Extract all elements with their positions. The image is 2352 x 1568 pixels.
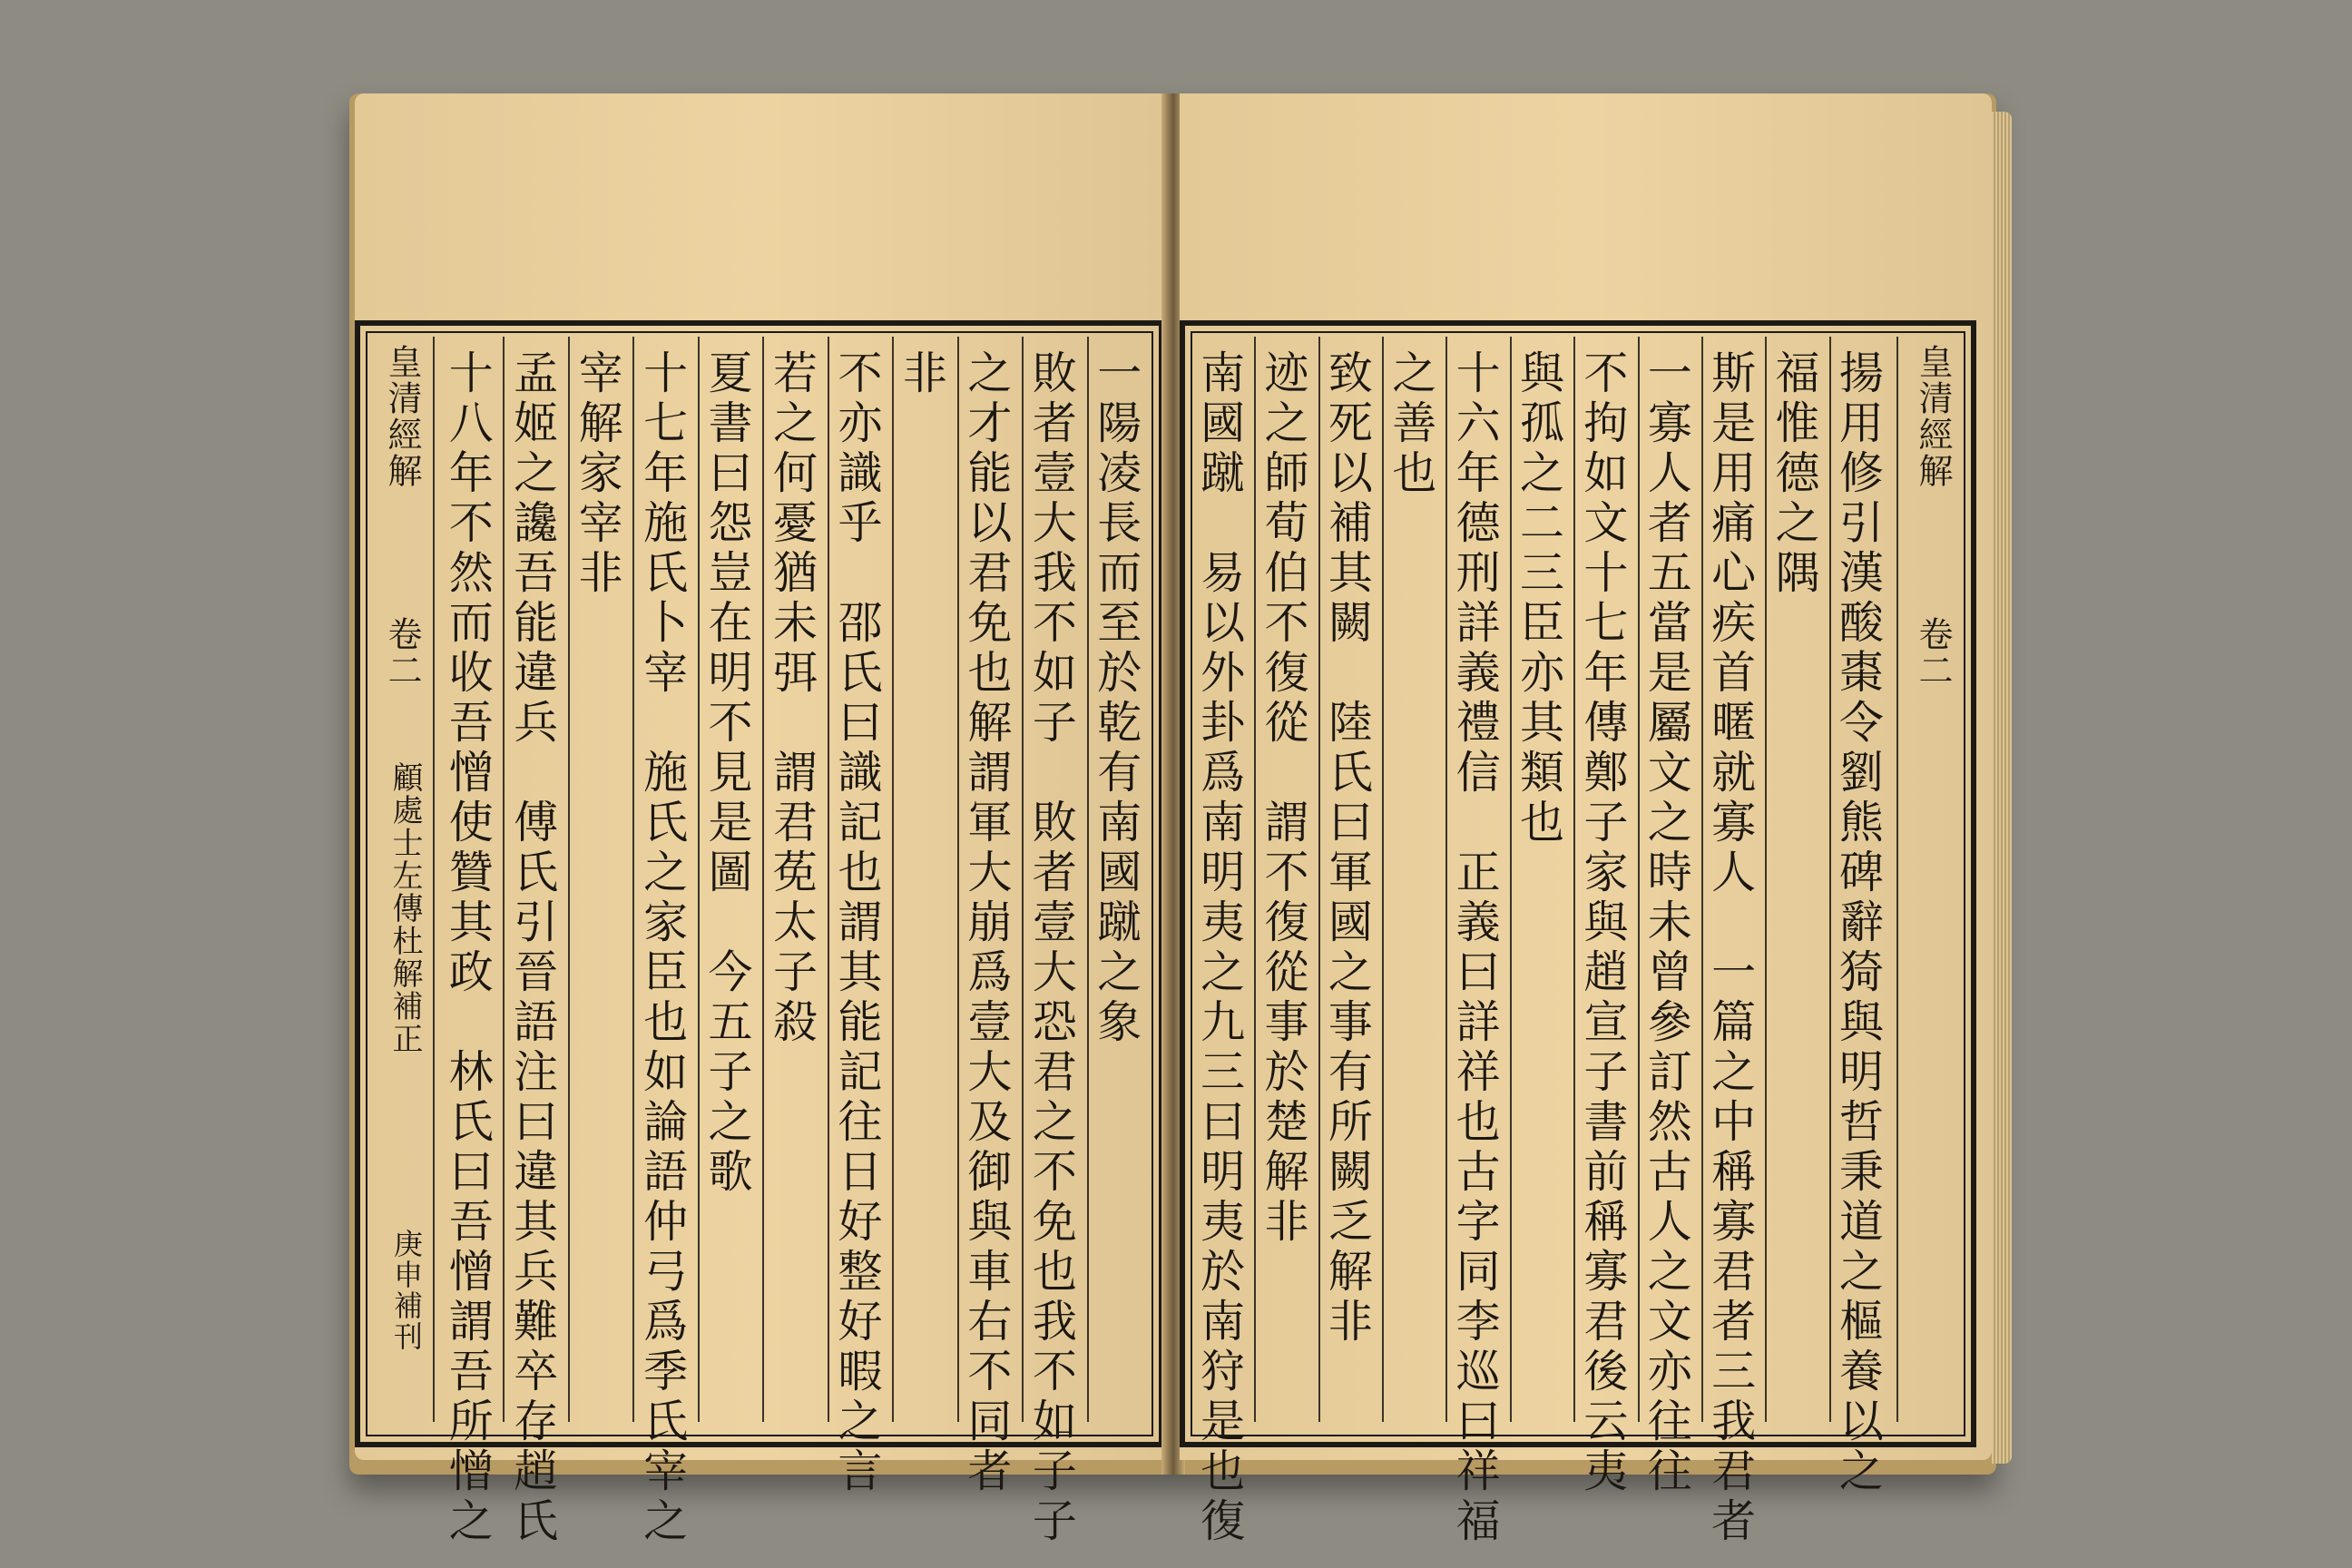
right-page [1180,93,1992,1547]
text-column: 一陽凌長而至於乾有南國蹴之象 [1090,349,1142,1048]
column-rule [1022,337,1024,1422]
text-column: 之才能以君免也解謂軍大崩爲壹大及御與車右不同者 [960,349,1013,1497]
left-margin-title: 皇清經解 [382,344,422,489]
column-rule [632,337,634,1422]
column-rule [1573,337,1575,1422]
column-rule [828,337,829,1422]
left-page [355,93,1167,1547]
column-rule [892,337,894,1422]
text-column: 宰解家宰非 [572,349,624,599]
column-rule [1318,337,1320,1422]
column-rule [1701,337,1703,1422]
column-rule [433,337,435,1422]
text-column: 孟姬之讒吾能違兵 傅氏引晉語注曰違其兵難卒存趙氏 [506,349,559,1547]
text-column: 揚用修引漢酸棗令劉熊碑辭猗與明哲秉道之樞養以之 [1832,349,1885,1497]
left-text-frame [355,320,1164,1547]
column-rule [1446,337,1447,1422]
column-rule [1382,337,1384,1422]
column-rule [1087,337,1089,1422]
column-rule [1638,337,1640,1422]
column-rule [503,337,505,1422]
text-column: 若之何憂猶未弭 謂君莬太子殺 [766,349,818,1048]
left-margin-volume: 卷二 [382,616,422,689]
text-column: 十八年不然而收吾憎使贊其政 林氏曰吾憎謂吾所憎之 [442,349,495,1547]
text-column: 十六年德刑詳義禮信 正義曰詳祥也古字同李巡曰祥福 [1449,349,1502,1547]
text-column: 斯是用痛心疾首暱就寡人 一篇之中稱寡君者三我君者 [1704,349,1757,1547]
column-rule [957,337,959,1422]
text-column: 不拘如文十七年傳鄭子家與趙宣子書前稱寡君後云夷 [1576,349,1629,1497]
column-rule [698,337,700,1422]
column-rule [1510,337,1512,1422]
left-margin-publisher: 庚申補刊 [389,1229,424,1352]
text-column: 不亦識乎 邵氏曰識記也謂其能記往日好整好暇之言 [830,349,883,1497]
column-rule [1254,337,1256,1422]
text-column: 夏書曰怨豈在明不見是圖 今五子之歌 [701,349,754,1198]
text-column: 致死以補其闕 陸氏曰軍國之事有所闕乏解非 [1321,349,1374,1348]
text-column: 迹之師荀伯不復從 謂不復從事於楚解非 [1258,349,1310,1248]
text-column: 非 [896,349,948,399]
column-rule [1896,337,1898,1422]
column-rule [1765,337,1767,1422]
text-column: 南國蹴 易以外卦爲南明夷之九三曰明夷於南狩是也復 [1193,349,1246,1547]
text-column: 與孤之二三臣亦其類也 [1513,349,1565,848]
column-rule [762,337,764,1422]
text-column: 一寡人者五當是屬文之時未曾參訂然古人之文亦往往 [1641,349,1693,1497]
text-column: 福惟德之隅 [1768,349,1820,599]
text-column: 十七年施氏卜宰 施氏之家臣也如論語仲弓爲季氏宰之 [636,349,689,1547]
page-edges [1992,112,2012,1464]
column-rule [1829,337,1831,1422]
column-rule [568,337,570,1422]
text-column: 之善也 [1385,349,1437,499]
right-text-frame [1180,320,1976,1547]
left-margin-footer: 顧處士左傳杜解補正 [387,761,423,1055]
open-book [349,93,1996,1547]
right-margin-volume: 卷二 [1913,616,1953,689]
text-column: 敗者壹大我不如子 敗者壹大恐君之不免也我不如子子 [1025,349,1078,1547]
right-margin-title: 皇清經解 [1913,344,1953,489]
